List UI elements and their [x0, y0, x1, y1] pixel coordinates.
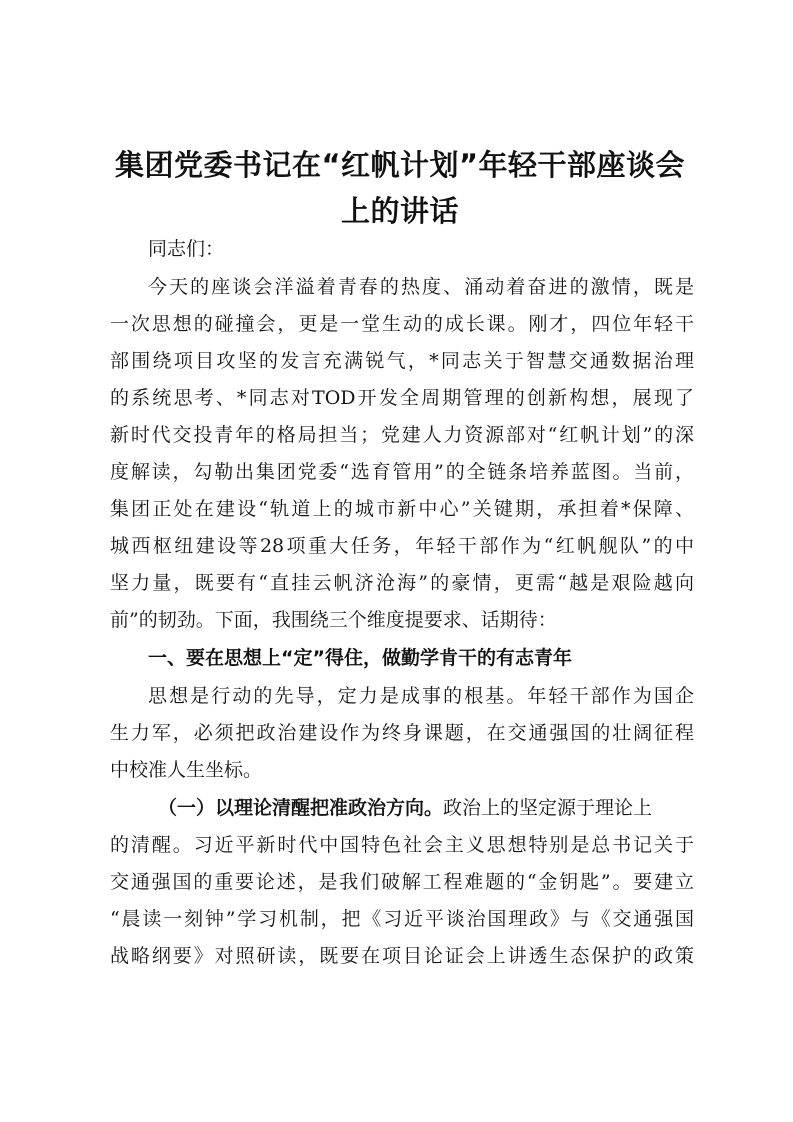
- paragraph-line: 坚力量，既要有“直挂云帆济沧海”的豪情，更需“越是艰险越向: [110, 572, 694, 594]
- paragraph-line: 部围绕项目攻坚的发言充满锐气，*同志关于智慧交通数据治理: [110, 350, 694, 372]
- paragraph-line: 集团正处在建设“轨道上的城市新中心”关键期，承担着*保障、: [110, 498, 694, 520]
- paragraph-line: 生力军，必须把政治建设作为终身课题，在交通强国的壮阔征程: [110, 722, 694, 744]
- salutation: 同志们：: [148, 238, 225, 260]
- paragraph-line: 一次思想的碰撞会，更是一堂生动的成长课。刚才，四位年轻干: [110, 313, 694, 335]
- paragraph-line: 前”的韧劲。下面，我围绕三个维度提要求、话期待：: [110, 609, 557, 631]
- subsection-label: （一）以理论清醒把准政治方向。: [158, 797, 444, 819]
- paragraph-line: 交通强国的重要论述，是我们破解工程难题的“金钥匙”。要建立: [110, 871, 694, 893]
- section-heading: 一、要在思想上“定”得住，做勤学肯干的有志青年: [148, 647, 572, 669]
- paragraph-line: “晨读一刻钟”学习机制，把《习近平谈治国理政》与《交通强国: [110, 908, 694, 930]
- paragraph-line: 度解读，勾勒出集团党委“选育管用”的全链条培养蓝图。当前，: [110, 461, 694, 483]
- paragraph-line: 城西枢纽建设等28项重大任务，年轻干部作为“红帆舰队”的中: [110, 535, 694, 557]
- paragraph-line: 战略纲要》对照研读，既要在项目论证会上讲透生态保护的政策: [110, 945, 694, 967]
- paragraph-line: 中校准人生坐标。: [110, 759, 263, 781]
- document-title-line-1: 集团党委书记在“红帆计划”年轻干部座谈会: [114, 148, 686, 182]
- subsection-first-line: [158, 793, 694, 823]
- paragraph-line: 今天的座谈会洋溢着青春的热度、涌动着奋进的激情，既是: [148, 276, 694, 298]
- paragraph-line: 的清醒。习近平新时代中国特色社会主义思想特别是总书记关于: [110, 834, 694, 856]
- paragraph-line: 新时代交投青年的格局担当；党建人力资源部对“红帆计划”的深: [110, 424, 694, 446]
- subsection-text: 政治上的坚定源于理论上: [443, 797, 653, 819]
- document-title-line-2: 上的讲话: [340, 194, 459, 228]
- paragraph-line: 思想是行动的先导，定力是成事的根基。年轻干部作为国企: [148, 685, 694, 707]
- paragraph-line: 的系统思考、*同志对TOD开发全周期管理的创新构想，展现了: [110, 387, 694, 409]
